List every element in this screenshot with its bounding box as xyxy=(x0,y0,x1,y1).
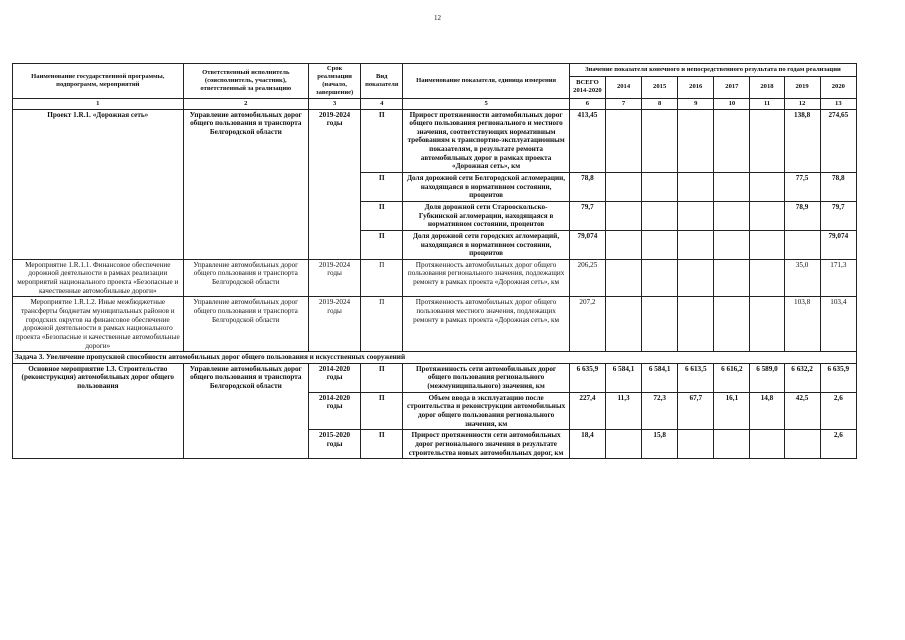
value-cell: 2,6 xyxy=(820,430,856,459)
value-cell xyxy=(605,230,641,259)
value-cell: 77,5 xyxy=(784,173,820,202)
indicator-name: Объем ввода в эксплуатацию после строительства и реконструкции автомобильных дорог общего пользования регионального значения, км xyxy=(403,392,570,430)
value-cell xyxy=(714,230,750,259)
value-cell: 79,7 xyxy=(569,201,605,230)
value-cell xyxy=(678,201,714,230)
header-indicator: Наименование показателя, единица измерения xyxy=(403,64,570,99)
main-measure-responsible: Управление автомобильных дорог общего пользования и транспорта Белгородской области xyxy=(183,363,308,458)
value-cell: 79,074 xyxy=(820,230,856,259)
value-cell xyxy=(714,201,750,230)
header-values-group: Значение показателя конечного и непосредственного результата по годам реализации xyxy=(569,64,856,77)
value-cell: 2,6 xyxy=(820,392,856,430)
value-cell xyxy=(605,109,641,172)
value-cell xyxy=(642,173,678,202)
value-cell xyxy=(642,201,678,230)
value-cell xyxy=(605,297,641,352)
indicators-table xyxy=(12,63,857,459)
indicator-name: Доля дорожной сети Белгородской агломерации, находящаяся в нормативном состоянии, процентов xyxy=(403,173,570,202)
value-cell: 171,3 xyxy=(820,259,856,297)
measure-term: 2015-2020 годы xyxy=(309,430,361,459)
measure-name: Мероприятие 1.R.1.2. Иные межбюджетные трансферты бюджетам муниципальных районов и городских округов на финансовое обеспечение дорожной деятельности в рамках национального проекта «Безопасные и качественные автомобильные дороги» xyxy=(13,297,184,352)
value-cell xyxy=(642,230,678,259)
value-cell: 6 613,5 xyxy=(678,363,714,392)
header-kind: Вид показателя xyxy=(361,64,403,99)
table-row xyxy=(13,297,857,352)
value-cell xyxy=(750,109,784,172)
value-cell xyxy=(750,230,784,259)
header-year: 2019 xyxy=(784,76,820,98)
value-cell xyxy=(605,201,641,230)
header-year: 2017 xyxy=(714,76,750,98)
value-cell xyxy=(750,173,784,202)
column-number: 3 xyxy=(309,98,361,109)
value-cell xyxy=(605,173,641,202)
page-number: 12 xyxy=(434,14,441,22)
value-cell: 79,074 xyxy=(569,230,605,259)
indicator-kind: П xyxy=(361,297,403,352)
indicator-kind: П xyxy=(361,109,403,172)
value-cell: 413,45 xyxy=(569,109,605,172)
value-cell xyxy=(714,173,750,202)
value-cell xyxy=(605,430,641,459)
column-number: 8 xyxy=(642,98,678,109)
value-cell: 6 616,2 xyxy=(714,363,750,392)
value-cell xyxy=(642,297,678,352)
table-row xyxy=(13,109,857,172)
column-number: 9 xyxy=(678,98,714,109)
column-number: 13 xyxy=(820,98,856,109)
column-number: 2 xyxy=(183,98,308,109)
header-year: 2014 xyxy=(605,76,641,98)
column-number: 6 xyxy=(569,98,605,109)
main-measure-name: Основное мероприятие 1.3. Строительство (реконструкция) автомобильных дорог общего пользования xyxy=(13,363,184,458)
value-cell: 103,4 xyxy=(820,297,856,352)
value-cell: 103,8 xyxy=(784,297,820,352)
value-cell: 67,7 xyxy=(678,392,714,430)
indicator-kind: П xyxy=(361,363,403,392)
value-cell: 78,8 xyxy=(820,173,856,202)
value-cell: 11,3 xyxy=(605,392,641,430)
project-responsible: Управление автомобильных дорог общего пользования и транспорта Белгородской области xyxy=(183,109,308,259)
value-cell: 79,7 xyxy=(820,201,856,230)
value-cell: 35,0 xyxy=(784,259,820,297)
indicator-name: Прирост протяженности сети автомобильных дорог регионального значения в результате строительства новых автомобильных дорог, км xyxy=(403,430,570,459)
value-cell xyxy=(784,430,820,459)
value-cell: 6 589,0 xyxy=(750,363,784,392)
measure-term: 2014-2020 годы xyxy=(309,363,361,392)
project-term: 2019-2024 годы xyxy=(309,109,361,259)
value-cell xyxy=(714,109,750,172)
column-number: 1 xyxy=(13,98,184,109)
value-cell xyxy=(750,201,784,230)
value-cell xyxy=(784,230,820,259)
header-program: Наименование государственной программы, подпрограмм, мероприятий xyxy=(13,64,184,99)
value-cell xyxy=(750,297,784,352)
value-cell: 207,2 xyxy=(569,297,605,352)
value-cell: 72,3 xyxy=(642,392,678,430)
value-cell: 16,1 xyxy=(714,392,750,430)
value-cell xyxy=(678,230,714,259)
value-cell: 6 584,1 xyxy=(642,363,678,392)
value-cell xyxy=(714,259,750,297)
measure-term: 2014-2020 годы xyxy=(309,392,361,430)
value-cell: 227,4 xyxy=(569,392,605,430)
value-cell xyxy=(605,259,641,297)
table-row xyxy=(13,363,857,392)
measure-term: 2019-2024 годы xyxy=(309,297,361,352)
indicator-kind: П xyxy=(361,259,403,297)
value-cell xyxy=(750,430,784,459)
value-cell: 6 635,9 xyxy=(820,363,856,392)
value-cell xyxy=(642,109,678,172)
table-row xyxy=(13,259,857,297)
indicator-name: Доля дорожной сети Старооскольско-Губкинской агломерации, находящаяся в нормативном состоянии, процентов xyxy=(403,201,570,230)
task-heading: Задача 3. Увеличение пропускной способности автомобильных дорог общего пользования и искусственных сооружений xyxy=(13,352,857,364)
header-term: Срок реализации (начало, завершение) xyxy=(309,64,361,99)
indicator-kind: П xyxy=(361,173,403,202)
indicator-kind: П xyxy=(361,430,403,459)
value-cell xyxy=(642,259,678,297)
header-year: 2015 xyxy=(642,76,678,98)
indicator-name: Прирост протяженности автомобильных дорог общего пользования регионального и местного значения, соответствующих нормативным требованиям к транспортно-эксплуатационным показателям, в результате ремонта автомобильных дорог в рамках проекта «Дорожная сеть», км xyxy=(403,109,570,172)
header-year: ВСЕГО 2014-2020 xyxy=(569,76,605,98)
project-name: Проект 1.R.1. «Дорожная сеть» xyxy=(13,109,184,259)
value-cell: 6 632,2 xyxy=(784,363,820,392)
indicator-name: Протяженность автомобильных дорог общего пользования местного значения, подлежащих ремонту в рамках проекта «Дорожная сеть», км xyxy=(403,297,570,352)
value-cell: 206,25 xyxy=(569,259,605,297)
value-cell: 15,8 xyxy=(642,430,678,459)
column-number: 11 xyxy=(750,98,784,109)
column-number: 12 xyxy=(784,98,820,109)
value-cell: 274,65 xyxy=(820,109,856,172)
value-cell: 6 635,9 xyxy=(569,363,605,392)
value-cell: 42,5 xyxy=(784,392,820,430)
indicator-kind: П xyxy=(361,201,403,230)
indicator-kind: П xyxy=(361,392,403,430)
indicator-name: Доля дорожной сети городских агломераций, находящаяся в нормативном состоянии, процентов xyxy=(403,230,570,259)
measure-responsible: Управление автомобильных дорог общего пользования и транспорта Белгородской области xyxy=(183,259,308,297)
value-cell: 6 584,1 xyxy=(605,363,641,392)
value-cell xyxy=(678,430,714,459)
value-cell xyxy=(750,259,784,297)
value-cell: 78,8 xyxy=(569,173,605,202)
header-year: 2020 xyxy=(820,76,856,98)
value-cell xyxy=(678,297,714,352)
indicator-kind: П xyxy=(361,230,403,259)
value-cell: 14,8 xyxy=(750,392,784,430)
value-cell xyxy=(714,297,750,352)
value-cell xyxy=(714,430,750,459)
column-number: 7 xyxy=(605,98,641,109)
table-row xyxy=(13,352,857,364)
measure-name: Мероприятие 1.R.1.1. Финансовое обеспечение дорожной деятельности в рамках реализации мероприятий национального проекта «Безопасные и качественные автомобильные дороги» xyxy=(13,259,184,297)
header-year: 2018 xyxy=(750,76,784,98)
value-cell: 18,4 xyxy=(569,430,605,459)
value-cell: 78,9 xyxy=(784,201,820,230)
column-number: 5 xyxy=(403,98,570,109)
value-cell: 138,8 xyxy=(784,109,820,172)
value-cell xyxy=(678,259,714,297)
indicator-name: Протяженность автомобильных дорог общего пользования регионального значения, подлежащих ремонту в рамках проекта «Дорожная сеть», км xyxy=(403,259,570,297)
value-cell xyxy=(678,109,714,172)
column-number: 4 xyxy=(361,98,403,109)
column-number: 10 xyxy=(714,98,750,109)
header-responsible: Ответственный исполнитель (соисполнитель, участник), ответственный за реализацию xyxy=(183,64,308,99)
value-cell xyxy=(678,173,714,202)
measure-responsible: Управление автомобильных дорог общего пользования и транспорта Белгородской области xyxy=(183,297,308,352)
measure-term: 2019-2024 годы xyxy=(309,259,361,297)
header-year: 2016 xyxy=(678,76,714,98)
indicator-name: Протяженность сети автомобильных дорог общего пользования регионального (межмуниципального) значения, км xyxy=(403,363,570,392)
